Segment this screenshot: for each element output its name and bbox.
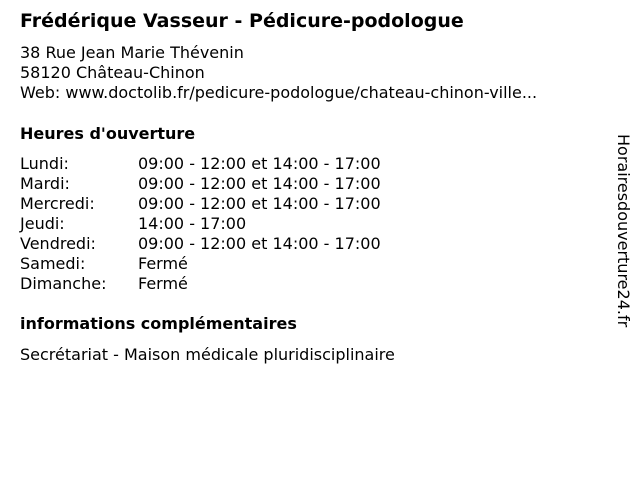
day-label: Mardi: [20,174,70,193]
address-block [20,43,537,103]
day-hours: Fermé [138,274,188,293]
hours-row-sunday [20,274,381,294]
day-hours: 14:00 - 17:00 [138,214,247,233]
hours-row-wednesday [20,194,381,214]
day-hours: 09:00 - 12:00 et 14:00 - 17:00 [138,234,381,253]
hours-row-tuesday [20,174,381,194]
day-hours: 09:00 - 12:00 et 14:00 - 17:00 [138,154,381,173]
hours-row-thursday [20,214,381,234]
hours-heading: Heures d'ouverture [20,124,196,143]
hours-row-monday [20,154,381,174]
hours-row-friday [20,234,381,254]
day-hours: Fermé [138,254,188,273]
day-label: Mercredi: [20,194,95,213]
info-text: Secrétariat - Maison médicale pluridisciplinaire [20,345,395,364]
day-label: Vendredi: [20,234,96,253]
day-label: Jeudi: [20,214,65,233]
day-hours: 09:00 - 12:00 et 14:00 - 17:00 [138,194,381,213]
day-label: Samedi: [20,254,86,273]
website-link[interactable]: Web: www.doctolib.fr/pedicure-podologue/chateau-chinon-ville... [20,83,538,102]
hours-row-saturday [20,254,381,274]
city-address: 58120 Château-Chinon [20,63,205,82]
site-watermark: Horairesdouverture24.fr [614,134,633,328]
hours-table [20,154,381,294]
day-hours: 09:00 - 12:00 et 14:00 - 17:00 [138,174,381,193]
day-label: Lundi: [20,154,69,173]
business-title: Frédérique Vasseur - Pédicure-podologue [20,10,464,32]
day-label: Dimanche: [20,274,107,293]
info-heading: informations complémentaires [20,314,297,333]
street-address: 38 Rue Jean Marie Thévenin [20,43,244,62]
